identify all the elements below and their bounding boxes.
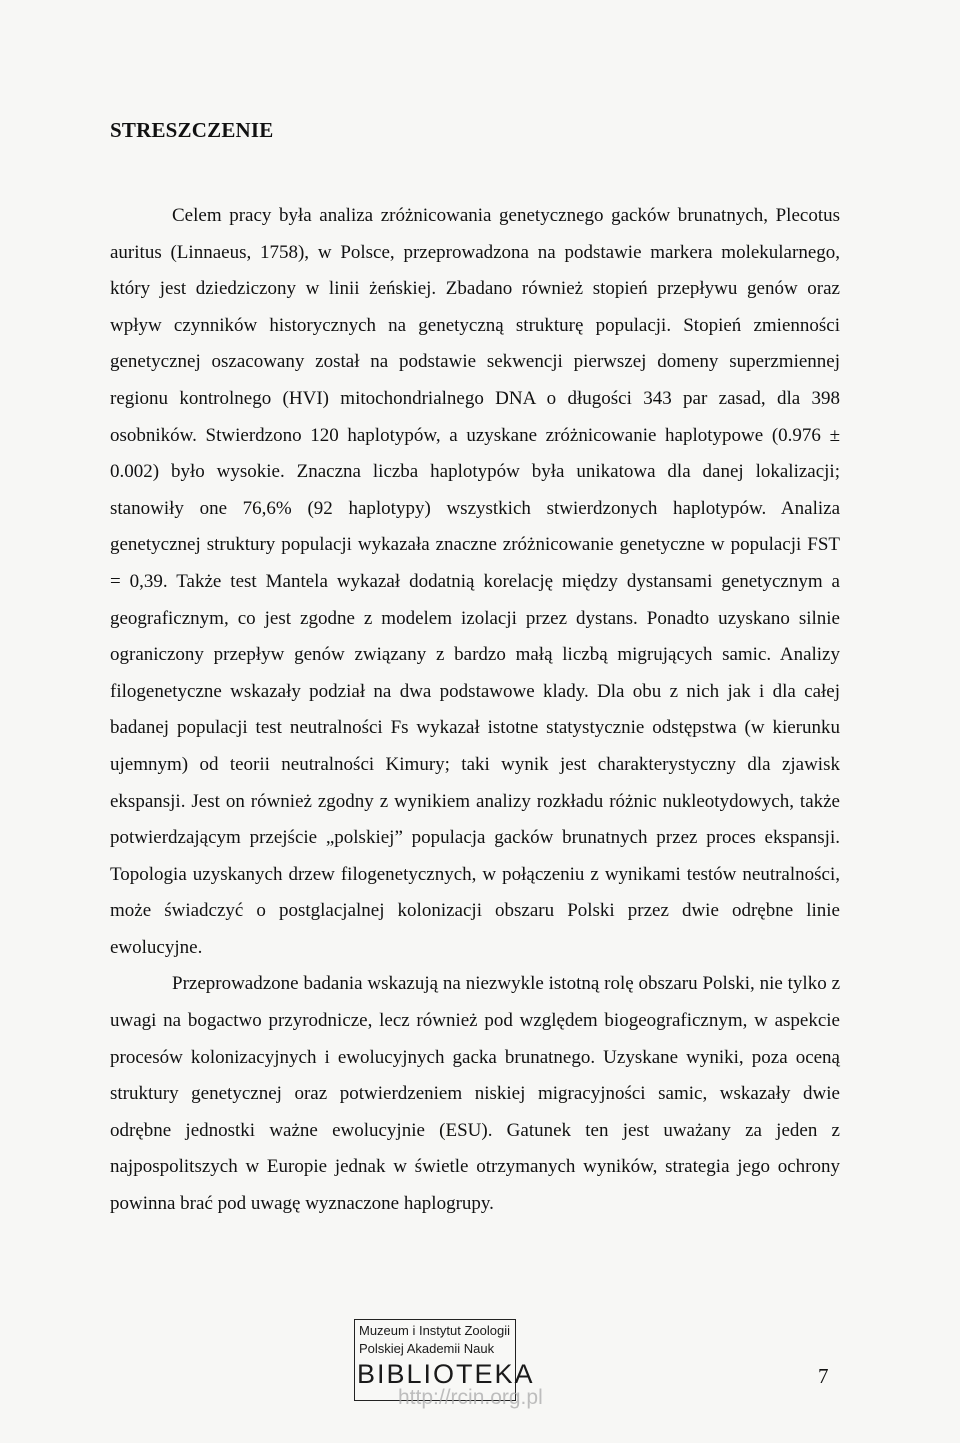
stamp-library-label: BIBLIOTEKA xyxy=(357,1359,535,1389)
section-heading: STRESZCZENIE xyxy=(110,118,274,142)
stamp-academy-line: Polskiej Akademii Nauk xyxy=(359,1341,495,1356)
paragraph-1: Celem pracy była analiza zróżnicowania genetycznego gacków brunatnych, Plecotus auritus (Linnaeus, 1758), w Polsce, przeprowadzona na podstawie markera molekularnego, który jest dziedziczony w linii żeńskiej. Zbadano również stopień przepływu genów oraz wpływ czynników historycznych na genetyczną strukturę populacji. Stopień zmienności genetycznej oszacowany został na podstawie sekwencji pierwszej domeny superzmiennej regionu kontrolnego (HVI) mitochondrialnego DNA o długości 343 par zasad, dla 398 osobników. Stwierdzono 120 haplotypów, a uzyskane zróżnicowanie haplotypowe (0.976 ± 0.002) było wysokie. Znaczna liczba haplotypów była unikatowa dla danej lokalizacji; stanowiły one 76,6% (92 haplotypy) wszystkich stwierdzonych haplotypów. Analiza genetycznej struktury populacji wykazała znaczne zróżnicowanie genetyczne w populacji FST = 0,39. Także test Mantela wykazał dodatnią korelację między dystansami genetycznym a geograficznym, co jest zgodne z modelem izolacji przez dystans. Ponadto uzyskano silnie ograniczony przepływ genów związany z bardzo małą liczbą migrujących samic. Analizy filogenetyczne wskazały podział na dwa podstawowe klady. Dla obu z nich jak i dla całej badanej populacji test neutralności Fs wykazał istotne statystycznie odstępstwa (w kierunku ujemnym) od teorii neutralności Kimury; taki wynik jest charakterystyczny dla zjawisk ekspansji. Jest on również zgodny z wynikiem analizy rozkładu różnic nukleotydowych, także potwierdzającym przejście „polskiej” populacja gacków brunatnych przez proces ekspansji. Topologia uzyskanych drzew filogenetycznych, w połączeniu z wynikami testów neutralności, może świadczyć o postglacjalnej kolonizacji obszaru Polski przez dwie odrębne linie ewolucyjne. xyxy=(110,205,840,958)
page-number: 7 xyxy=(818,1364,829,1388)
stamp-institution-line: Muzeum i Instytut Zoologii xyxy=(359,1323,511,1338)
paragraph-2: Przeprowadzone badania wskazują na niezwykle istotną rolę obszaru Polski, nie tylko z uwagi na bogactwo przyrodnicze, lecz również pod względem biogeograficznym, w aspekcie procesów kolonizacyjnych i ewolucyjnych gacka brunatnego. Uzyskane wyniki, poza oceną struktury genetycznej oraz potwierdzeniem niskiej migracyjności samic, wskazały dwie odrębne jednostki ważne ewolucyjnie (ESU). Gatunek ten jest uważany za jeden z najpospolitszych w Europie jednak w świetle otrzymanych wyników, strategia jego ochrony powinna brać pod uwagę wyznaczone haplogrupy. xyxy=(110,973,840,1215)
source-watermark: http://rcin.org.pl xyxy=(398,1386,543,1409)
abstract-body xyxy=(110,198,840,1223)
